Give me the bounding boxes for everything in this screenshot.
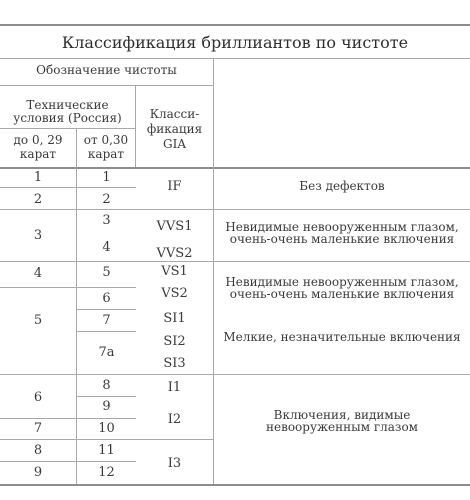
gia-grade: IF [167,179,182,194]
description-vs-line1: Невидимые невооруженным глазом, [225,275,459,289]
header-gia-line3: GIA [163,137,186,151]
col2-value: 11 [98,443,115,458]
rule-row-7a [0,374,470,375]
col1-value: 5 [33,313,43,328]
col1-value: 1 [33,170,43,185]
description-si: Мелкие, незначительные включения [223,330,461,344]
gia-grade: VS2 [161,286,188,301]
rule-row-8 [76,396,136,397]
header-gia-line1: Класси- [149,107,200,121]
rule-below-designation [0,85,213,86]
gia-grade: SI2 [163,334,186,349]
header-designation: Обозначение чистоты [36,63,177,77]
col1-value: 8 [33,443,43,458]
rule-row-2 [0,209,470,210]
header-from-030-line2: карат [87,147,125,161]
col2-value: 9 [102,399,111,414]
rule-below-tu [0,128,135,129]
col2-value: 3 [102,213,111,228]
col1-value: 7 [33,421,43,436]
description-vvs-line1: Невидимые невооруженным глазом, [225,220,459,234]
description-vvs-line2: очень-очень маленькие включения [229,232,455,246]
col2-value: 7а [98,345,115,360]
col1-value: 2 [33,192,43,207]
col1-value: 6 [33,390,43,405]
gia-grade: I1 [167,380,182,395]
col2-value: 7 [102,313,111,328]
header-up-to-029-line2: карат [19,147,57,161]
header-tu-line2: условия (Россия) [13,111,122,125]
col2-value: 2 [102,192,111,207]
header-from-030-line1: от 0,30 [83,133,129,147]
col2-value: 8 [102,378,111,393]
rule-row-10 [0,439,213,440]
gia-grade: SI3 [163,356,186,371]
rule-row-7 [76,331,136,332]
gia-grade: I3 [167,456,182,471]
rule-row-5 [0,287,136,288]
gia-grade: I2 [167,412,182,427]
rule-row-4 [0,261,470,262]
col2-value: 1 [102,170,111,185]
rule-below-title [0,58,470,59]
header-up-to-029-line1: до 0, 29 [13,133,63,147]
rule-row-1 [0,187,136,188]
col1-value: 3 [33,228,43,243]
rule-row-6 [76,309,136,310]
description-included-line2: невооруженным глазом [265,420,419,434]
col2-value: 5 [102,265,111,280]
gia-grade: VVS1 [156,219,193,234]
col2-value: 12 [98,465,115,480]
header-tu-line1: Технические [26,98,109,112]
gia-grade: VS1 [161,264,188,279]
col2-value: 6 [102,291,111,306]
header-gia-line2: фикация [146,122,203,136]
table-title: Классификация бриллиантов по чистоте [61,33,409,52]
gia-grade: SI1 [163,311,186,326]
col1-value: 4 [33,266,43,281]
rule-row-11 [0,461,136,462]
description-vs-line2: очень-очень маленькие включения [229,287,455,301]
description-included-line1: Включения, видимые [273,408,411,422]
col2-value: 10 [98,421,115,436]
gia-grade: VVS2 [156,246,193,261]
top-rule [0,24,470,26]
col1-value: 9 [33,465,43,480]
description-flawless: Без дефектов [299,179,385,193]
col2-value: 4 [102,240,111,255]
rule-below-header [0,167,470,169]
bottom-rule [0,484,470,486]
rule-row-9 [0,418,136,419]
